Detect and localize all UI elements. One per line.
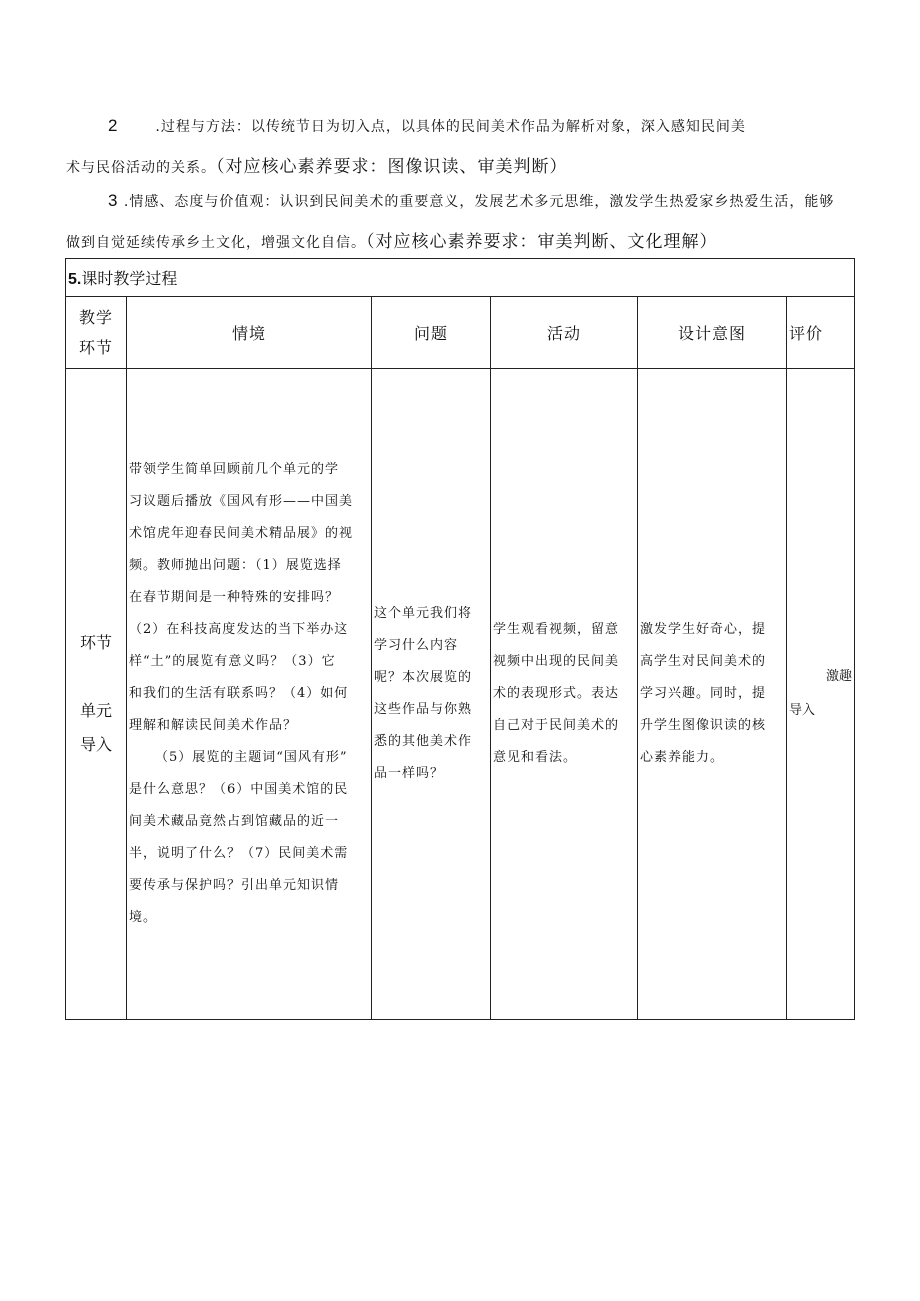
situation-line: 理解和解读民间美术作品？ <box>129 718 298 733</box>
lesson-process-table <box>65 258 855 1020</box>
objective-2-number: 2 <box>108 116 119 135</box>
activity-line: 术的表现形式。表达 <box>493 686 620 701</box>
situation-line: 术馆虎年迎春民间美术精品展》的视 <box>129 526 354 541</box>
design-intent-cell <box>638 369 787 1020</box>
design-line: 学习兴趣。同时，提 <box>640 686 767 701</box>
question-line: 这些作品与你熟 <box>374 702 473 717</box>
situation-line: 是什么意思？（6）中国美术馆的民 <box>129 782 349 797</box>
objective-2-line-2 <box>66 152 568 177</box>
question-line: 呢？本次展览的 <box>374 670 473 685</box>
design-line: 高学生对民间美术的 <box>640 654 767 669</box>
objective-2-line-1 <box>108 116 746 136</box>
stage-cell <box>66 369 127 1020</box>
objective-3-line-1 <box>108 191 834 211</box>
situation-line: 在春节期间是一种特殊的安排吗？ <box>129 590 340 605</box>
objective-2-text: .过程与方法：以传统节日为切入点，以具体的民间美术作品为解析对象，深入感知民间美 <box>155 119 746 135</box>
question-line: 品一样吗？ <box>374 766 445 781</box>
activity-line: 学生观看视频，留意 <box>493 622 620 637</box>
design-line: 升学生图像识读的核 <box>640 718 767 733</box>
activity-cell <box>491 369 638 1020</box>
objective-3-text-cont: 做到自觉延续传承乡土文化，增强文化自信。 <box>66 235 366 251</box>
situation-line: 和我们的生活有联系吗？（4）如何 <box>129 686 349 701</box>
question-line: 悉的其他美术作 <box>374 734 473 749</box>
header-design-intent: 设计意图 <box>638 297 787 369</box>
evaluation-cell <box>787 369 855 1020</box>
objective-2-text-cont: 术与民俗活动的关系。 <box>66 160 216 176</box>
table-title-number: 5. <box>68 271 82 288</box>
situation-line: 半，说明了什么？（7）民间美术需 <box>129 846 349 861</box>
table-row <box>66 369 855 1020</box>
header-stage-line-2: 环节 <box>78 337 113 357</box>
situation-line: （2）在科技高度发达的当下举办这 <box>129 622 349 637</box>
header-activity: 活动 <box>491 297 638 369</box>
situation-cell <box>127 369 372 1020</box>
situation-line: 境。 <box>129 910 158 925</box>
objective-3-core-literacy: （对应核心素养要求：审美判断、文化理解） <box>366 232 718 252</box>
situation-line: 间美术藏品竟然占到馆藏品的近一 <box>129 814 340 829</box>
design-line: 激发学生好奇心，提 <box>640 622 767 637</box>
situation-line: 习议题后播放《国风有形——中国美 <box>129 494 354 509</box>
header-question: 问题 <box>372 297 491 369</box>
question-cell <box>372 369 491 1020</box>
objective-3-text: .情感、态度与价值观：认识到民间美术的重要意义，发展艺术多元思维，激发学生热爱家乡热爱生活，能够 <box>123 194 835 210</box>
question-line: 学习什么内容 <box>374 638 459 653</box>
situation-line: （5）展览的主题词“国风有形” <box>155 750 348 765</box>
stage-line-1: 环节 <box>79 633 112 652</box>
situation-line: 频。教师抛出问题：（1）展览选择 <box>129 558 342 573</box>
evaluation-line-1: 激趣 <box>826 669 853 684</box>
header-situation: 情境 <box>127 297 372 369</box>
table-title-text: 课时教学过程 <box>81 269 178 288</box>
header-evaluation: 评价 <box>787 297 855 369</box>
situation-paragraph-1 <box>129 454 369 742</box>
situation-paragraph-2 <box>129 742 369 934</box>
objective-2-core-literacy: （对应核心素养要求：图像识读、审美判断） <box>216 157 568 177</box>
situation-line: 带领学生简单回顾前几个单元的学 <box>129 462 340 477</box>
situation-line: 样“土”的展览有意义吗？（3）它 <box>129 654 336 669</box>
activity-line: 自己对于民间美术的 <box>493 718 620 733</box>
stage-line-2: 单元 <box>79 701 112 720</box>
situation-line: 要传承与保护吗？引出单元知识情 <box>129 878 340 893</box>
question-line: 这个单元我们将 <box>374 606 473 621</box>
objective-3-number: 3 <box>108 191 119 210</box>
header-stage <box>66 297 127 369</box>
evaluation-line-2: 导入 <box>789 703 816 718</box>
activity-line: 意见和看法。 <box>493 750 578 765</box>
design-line: 心素养能力。 <box>640 750 725 765</box>
header-stage-line-1: 教学 <box>78 307 113 327</box>
stage-line-3: 导入 <box>79 735 112 754</box>
objective-3-line-2 <box>66 227 718 252</box>
activity-line: 视频中出现的民间美 <box>493 654 620 669</box>
table-title <box>66 259 855 297</box>
